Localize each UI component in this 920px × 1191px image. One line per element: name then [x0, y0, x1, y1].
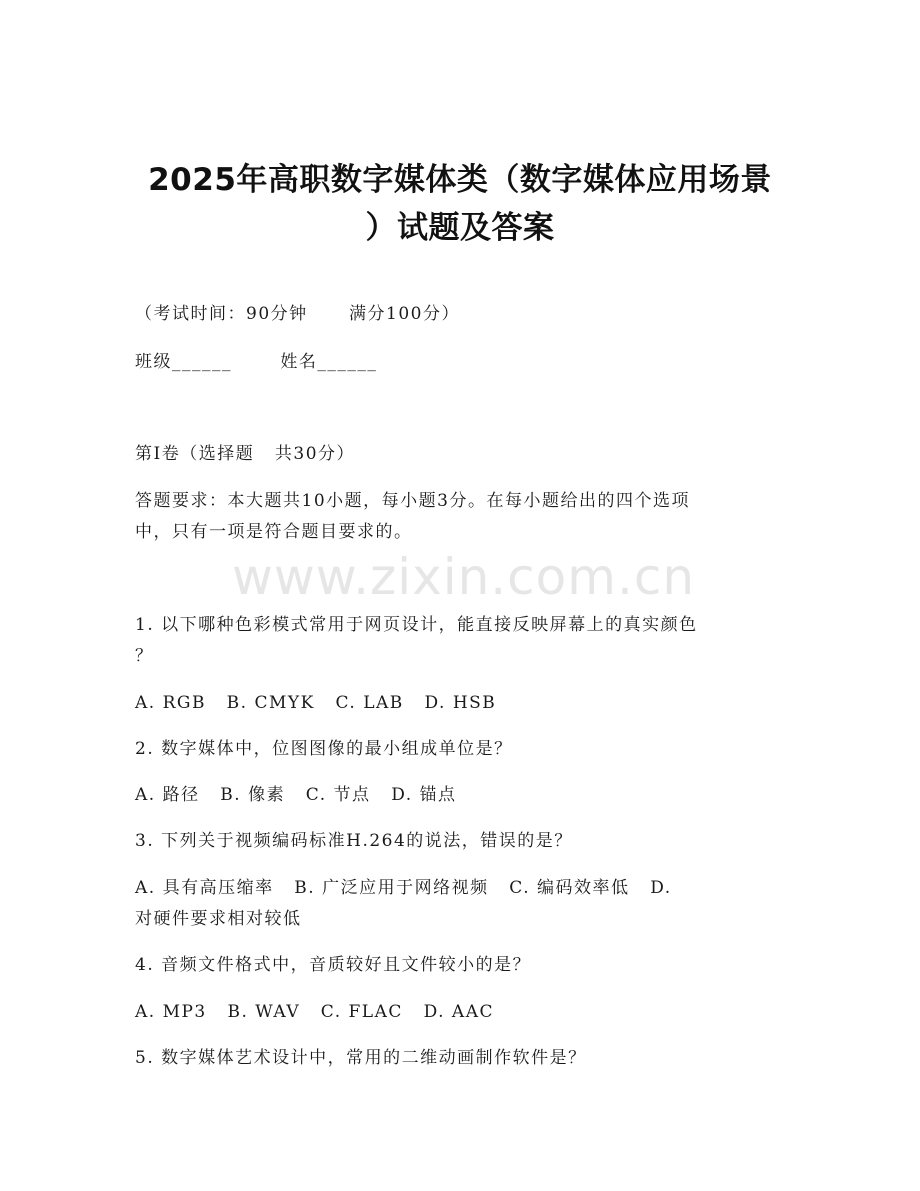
question-1-options: A. RGB B. CMYK C. LAB D. HSB	[135, 693, 497, 713]
section-heading: 第Ⅰ卷（选择题 共30分）	[135, 444, 356, 464]
question-3-stem: 3. 下列关于视频编码标准H.264的说法，错误的是？	[135, 831, 573, 851]
question-2-options: A. 路径 B. 像素 C. 节点 D. 锚点	[135, 785, 457, 805]
instructions-line-2: 中，只有一项是符合题目要求的。	[135, 522, 413, 542]
question-3-options-line-2: 对硬件要求相对较低	[135, 909, 302, 929]
question-4-options: A. MP3 B. WAV C. FLAC D. AAC	[135, 1002, 494, 1022]
question-1-stem-line-2: ？	[135, 646, 154, 666]
watermark: www.zixin.com.cn	[232, 548, 696, 606]
question-4-stem: 4. 音频文件格式中，音质较好且文件较小的是？	[135, 955, 532, 975]
question-3-options-line-1: A. 具有高压缩率 B. 广泛应用于网络视频 C. 编码效率低 D.	[135, 878, 672, 898]
question-5-stem: 5. 数字媒体艺术设计中，常用的二维动画制作软件是？	[135, 1048, 587, 1068]
exam-info: （考试时间：90分钟 满分100分）	[135, 304, 461, 324]
document-title-line-2: ）试题及答案	[365, 210, 555, 246]
question-2-stem: 2. 数字媒体中，位图图像的最小组成单位是？	[135, 739, 513, 759]
class-name-fields: 班级______ 姓名______	[135, 352, 378, 372]
instructions-line-1: 答题要求：本大题共10小题，每小题3分。在每小题给出的四个选项	[135, 491, 690, 511]
document-title-line-1: 2025年高职数字媒体类（数字媒体应用场景	[148, 162, 772, 198]
question-1-stem-line-1: 1. 以下哪种色彩模式常用于网页设计，能直接反映屏幕上的真实颜色	[135, 615, 698, 635]
